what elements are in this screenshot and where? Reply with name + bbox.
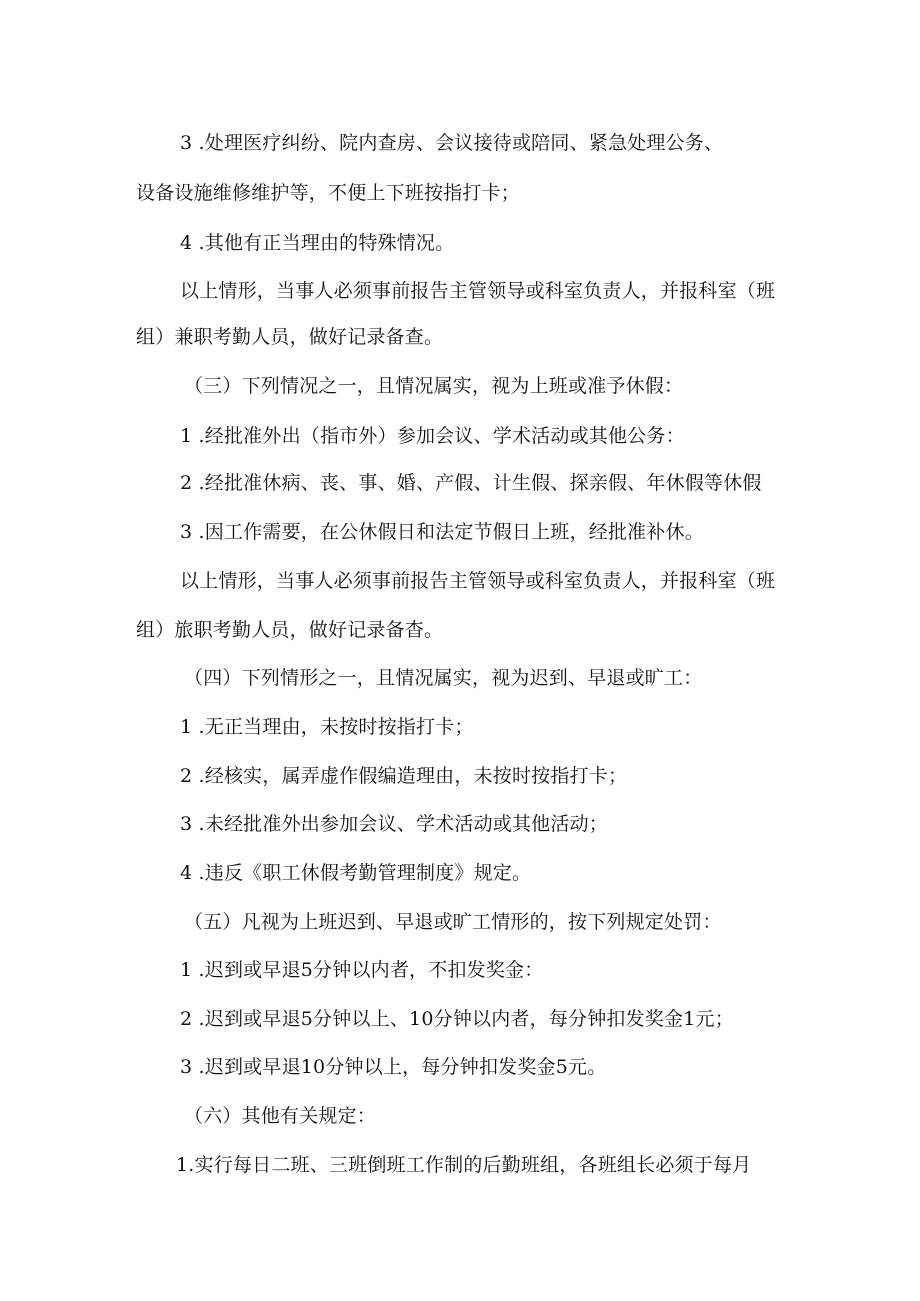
section-heading: （五）凡视为上班迟到、早退或旷工情形的，按下列规定处罚： (184, 911, 722, 933)
text-line: 2 .迟到或早退5分钟以上、10分钟以内者，每分钟扣发奖金1元； (180, 1008, 734, 1030)
text-line: 以上情形，当事人必须事前报告主管领导或科室负责人，并报科室（班 (180, 570, 776, 592)
text-line: 以上情形，当事人必须事前报告主管领导或科室负责人，并报科室（班 (180, 280, 776, 302)
text-line: 1 .迟到或早退5分钟以内者，不扣发奖金： (180, 959, 544, 981)
text-line: 1.实行每日二班、三班倒班工作制的后勤班组，各班组长必须于每月 (176, 1154, 752, 1176)
text-line: 组）旅职考勤人员，做好记录备杳。 (136, 619, 444, 641)
text-line: 1 .无正当理由，未按时按指打卡； (180, 716, 474, 738)
text-line: 4 .违反《职工休假考勤管理制度》规定。 (180, 862, 532, 884)
text-line: 设备设施维修维护等，不便上下班按指打卡； (136, 182, 521, 204)
text-line: 3 .处理医疗纠纷、院内查房、会议接待或陪同、紧急处理公务、 (180, 132, 724, 154)
text-line: 3 .未经批准外出参加会议、学术活动或其他活动； (180, 813, 608, 835)
section-heading: （四）下列情形之一，且情况属实，视为迟到、早退或旷工： (184, 667, 703, 689)
text-line: 3 .迟到或早退10分钟以上，每分钟扣发奖金5元。 (180, 1056, 607, 1078)
text-line: 1 .经批准外出（指市外）参加会议、学术活动或其他公务： (180, 425, 685, 447)
section-heading: （三）下列情况之一，且情况属实，视为上班或准予休假： (184, 375, 684, 397)
text-line: 3 .因工作需要，在公休假日和法定节假日上班，经批准补休。 (180, 521, 704, 543)
text-line: 组）兼职考勤人员，做好记录备查。 (136, 326, 444, 348)
text-line: 4 .其他有正当理由的特殊情况。 (180, 232, 455, 254)
text-line: 2 .经批准休病、丧、事、婚、产假、计生假、探亲假、年休假等休假 (180, 472, 762, 494)
section-heading: （六）其他有关规定： (184, 1105, 377, 1127)
text-line: 2 .经核实，属弄虚作假编造理由，未按时按指打卡； (180, 765, 628, 787)
